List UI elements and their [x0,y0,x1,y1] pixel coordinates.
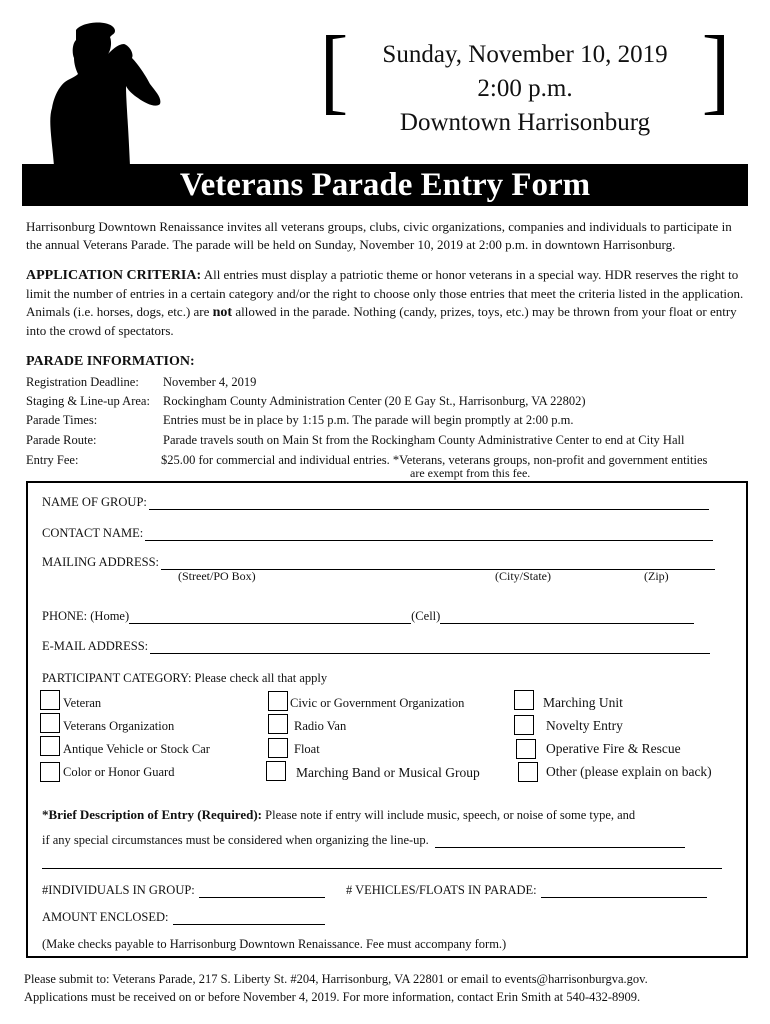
amount-label: AMOUNT ENCLOSED: [42,910,169,924]
email-input[interactable] [150,640,710,654]
phone-cell-label: (Cell) [411,609,441,623]
phone-home-label: PHONE: (Home) [42,609,130,623]
info-value: Parade travels south on Main St from the Rockingham County Administrative Center to end at City Hall [163,433,685,447]
mailing-address-label: MAILING ADDRESS: [42,555,160,569]
info-label: Registration Deadline: [26,375,139,389]
category-label: Antique Vehicle or Stock Car [63,742,210,756]
checks-note: (Make checks payable to Harrisonburg Downtown Renaissance. Fee must accompany form.) [42,937,507,951]
description-input-1[interactable] [435,834,685,848]
group-name-field[interactable] [42,495,709,510]
vehicles-label: # VEHICLES/FLOATS IN PARADE: [346,883,537,897]
group-name-label: NAME OF GROUP: [42,495,147,509]
mailing-address-field[interactable] [42,555,715,570]
footer-submit-line: Please submit to: Veterans Parade, 217 S. Liberty St. #204, Harrisonburg, VA 22801 or email to events@harrisonburgva.gov. [24,972,648,986]
criteria-heading: APPLICATION CRITERIA: [26,268,202,283]
vehicles-field[interactable] [346,883,707,898]
parade-info-heading: PARADE INFORMATION: [26,354,195,369]
contact-name-field[interactable] [42,526,713,541]
event-info [352,38,698,140]
group-name-input[interactable] [149,496,709,510]
event-time: 2:00 p.m. [477,75,573,102]
info-label: Parade Times: [26,413,98,427]
left-bracket: [ [319,16,349,123]
form-title: Veterans Parade Entry Form [22,164,748,206]
category-label: Other (please explain on back) [546,764,712,779]
category-label: Veteran [63,696,102,710]
info-value: November 4, 2019 [163,375,257,389]
description-text: Please note if entry will include music, speech, or noise of some type, and [262,808,636,822]
footer [24,970,648,1006]
checkbox-veterans-organization[interactable] [40,713,60,733]
info-label: Staging & Line-up Area: [26,394,150,408]
description-prompt [42,807,635,823]
amount-input[interactable] [173,911,325,925]
entry-form [26,481,748,958]
phone-cell-input[interactable] [440,610,694,624]
checkbox-other[interactable] [518,762,538,782]
description-field[interactable] [42,833,685,848]
category-label: Marching Unit [543,695,623,710]
checkbox-novelty-entry[interactable] [514,715,534,735]
vehicles-input[interactable] [541,884,707,898]
contact-name-input[interactable] [145,527,713,541]
email-label: E-MAIL ADDRESS: [42,639,149,653]
individuals-label: #INDIVIDUALS IN GROUP: [42,883,195,897]
category-label: Novelty Entry [546,718,623,733]
amount-field[interactable] [42,910,325,925]
info-value: Rockingham County Administration Center (20 E Gay St., Harrisonburg, VA 22802) [163,394,586,408]
checkbox-float[interactable] [268,738,288,758]
info-label: Entry Fee: [26,453,79,467]
category-label: Civic or Government Organization [290,696,465,710]
phone-home-field[interactable] [42,609,694,624]
checkbox-color-guard[interactable] [40,762,60,782]
criteria-emphasis: not [212,305,233,320]
phone-home-input[interactable] [129,610,411,624]
info-value: $25.00 for commercial and individual entries. *Veterans, veterans groups, non-profit and government entities [161,453,708,467]
contact-name-label: CONTACT NAME: [42,526,144,540]
event-date: Sunday, November 10, 2019 [382,41,668,68]
checkbox-civic-organization[interactable] [268,691,288,711]
category-label: Marching Band or Musical Group [296,765,480,780]
category-label: Color or Honor Guard [63,765,175,779]
checkbox-veteran[interactable] [40,690,60,710]
intro-paragraph: Harrisonburg Downtown Renaissance invites all veterans groups, clubs, civic organizations, companies and individuals to participate in the annual Veterans Parade. The parade will be held on Sunday, November 10, 2019 at 2:00 p.m. in downtown Harrisonburg. [26,219,732,252]
category-label: Float [294,742,320,756]
email-field[interactable] [42,639,710,654]
description-heading: *Brief Description of Entry (Required): [42,807,263,822]
checkbox-marching-unit[interactable] [514,690,534,710]
description-text-2: if any special circumstances must be considered when organizing the line-up. [42,833,429,847]
city-state-hint: (City/State) [495,569,551,583]
category-label: Radio Van [294,719,347,733]
category-prompt: PARTICIPANT CATEGORY: Please check all that apply [42,671,328,685]
info-value: Entries must be in place by 1:15 p.m. The parade will begin promptly at 2:00 p.m. [163,413,574,427]
checkbox-antique-vehicle[interactable] [40,736,60,756]
checkbox-fire-rescue[interactable] [516,739,536,759]
checkbox-marching-band[interactable] [266,761,286,781]
individuals-field[interactable] [42,883,325,898]
individuals-input[interactable] [199,884,325,898]
zip-hint: (Zip) [644,569,669,583]
checkbox-radio-van[interactable] [268,714,288,734]
event-location: Downtown Harrisonburg [399,109,651,136]
street-hint: (Street/PO Box) [178,569,256,583]
saluting-soldier-silhouette [38,20,164,166]
mailing-address-input[interactable] [161,556,715,570]
criteria-paragraph [26,266,746,340]
description-input-2[interactable] [42,855,722,869]
right-bracket: ] [701,16,731,123]
info-label: Parade Route: [26,433,97,447]
footer-deadline-line: Applications must be received on or before November 4, 2019. For more information, contact Erin Smith at 540-432-8909. [24,990,641,1004]
fee-note: are exempt from this fee. [410,466,531,480]
category-label: Veterans Organization [63,719,175,733]
category-label: Operative Fire & Rescue [546,741,681,756]
criteria-text-end: allowed in the parade. Nothing (candy, prizes, toys, etc.) may be thrown from your float or entry into the crowd of spectators. [26,304,737,338]
criteria-text: All entries must display a patriotic theme or honor veterans in a special way. HDR reserves the right to limit the number of entries in a certain category and/or the right to choose only those entries that meet the criteria listed in the application. Animals (i.e. horses, dogs, etc.) are [26,267,744,319]
